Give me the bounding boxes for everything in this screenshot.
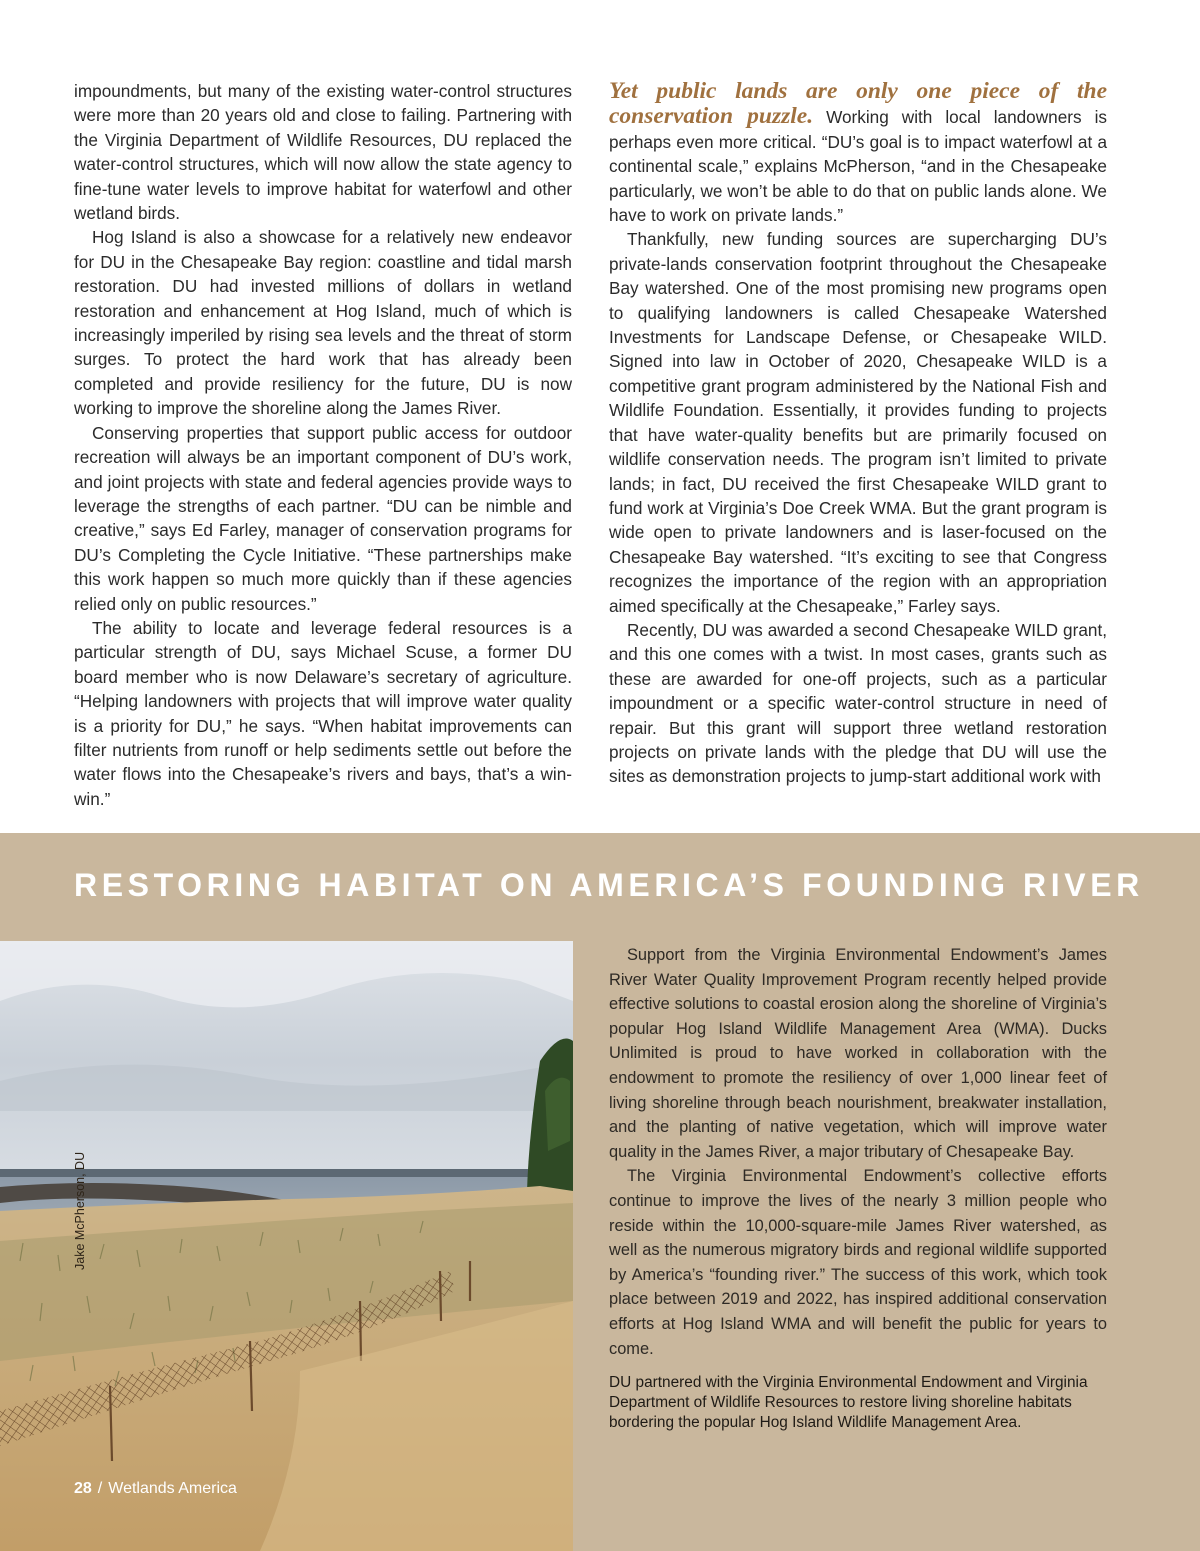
body-paragraph: Thankfully, new funding sources are supercharging DU’s private-lands conservation footprint throughout the Chesapeake Bay watershed. One of the most promising new programs open to qualifying landowners is called Chesapeake Watershed Investments for Landscape Defense, or Chesapeake WILD. Signed into law in October of 2020, Chesapeake WILD is a competitive grant program administered by the National Fish and Wildlife Foundation. Essentially, it provides funding to projects that have water-quality benefits but are primarily focused on wildlife conservation needs. The program isn’t limited to private lands; in fact, DU received the first Chesapeake WILD grant to fund work at Virginia’s Doe Creek WMA. But the grant program is wide open to private landowners and is laser-focused on the Chesapeake Bay watershed. “It’s exciting to see that Congress recognizes the importance of the region with an appropriation aimed specifically at the Chesapeake,” Farley says. [609, 229, 1107, 616]
lead-paragraph [609, 79, 1107, 227]
footer-separator: / [97, 1480, 103, 1497]
lead-rest: Working with local landowners is perhaps even more critical. “DU’s goal is to impact waterfowl at a continental scale,” explains McPherson, “and in the Chesapeake particularly, we won’t be able to do that on public lands alone. We have to work on private lands.” [609, 107, 1107, 226]
lead-in: Yet public lands are only one piece of the conservation puzzle. [609, 78, 1107, 130]
photo-caption: DU partnered with the Virginia Environmental Endowment and Virginia Department of Wildlife Resources to restore living shoreline habitats bordering the popular Hog Island Wildlife Management Area. [609, 1374, 1088, 1431]
right-column [609, 79, 1107, 789]
page-number: 28 [74, 1480, 92, 1497]
body-paragraph: The ability to locate and leverage federal resources is a particular strength of DU, says Michael Scuse, a former DU board member who is now Delaware’s secretary of agriculture. “Helping landowners with projects that will improve water quality is a priority for DU,” he says. “When habitat improvements can filter nutrients from runoff or help sediments settle out before the water flows into the Chesapeake’s rivers and bays, that’s a win-win.” [74, 617, 572, 809]
photo-credit: Jake McPherson, DU [73, 1151, 87, 1270]
body-paragraph: Recently, DU was awarded a second Chesapeake WILD grant, and this one comes with a twist. In most cases, grants such as these are awarded for one-off projects, such as a particular impoundment or a specific water-control structure in need of repair. But this grant will support three wetland restoration projects on private lands with the pledge that DU will use the sites as demonstration projects to jump-start additional work with [609, 619, 1107, 787]
body-paragraph: Hog Island is also a showcase for a relatively new endeavor for DU in the Chesapeake Bay region: coastline and tidal marsh restoration. DU had invested millions of dollars in wetland restoration and enhancement at Hog Island, much of which is increasingly imperiled by rising sea levels and the threat of storm surges. To protect the hard work that has already been completed and provide resiliency for the future, DU is now working to improve the shoreline along the James River. [74, 227, 572, 419]
body-paragraph: Conserving properties that support public access for outdoor recreation will always be an important component of DU’s work, and joint projects with state and federal agencies provide ways to leverage the strengths of each partner. “DU can be nimble and creative,” says Ed Farley, manager of conservation programs for DU’s Completing the Cycle Initiative. “These partnerships make this work happen so much more quickly than if these agencies relied only on public resources.” [74, 422, 572, 614]
sidebar-paragraph: Support from the Virginia Environmental Endowment’s James River Water Quality Improvement Program recently helped provide effective solutions to coastal erosion along the shoreline of Virginia’s popular Hog Island Wildlife Management Area (WMA). Ducks Unlimited is proud to have worked in collaboration with the endowment to promote the resiliency of over 1,000 linear feet of living shoreline through beach nourishment, breakwater installation, and the planting of native vegetation, which will improve water quality in the James River, a major tributary of Chesapeake Bay. [609, 946, 1107, 1161]
publication-name: Wetlands America [108, 1480, 237, 1497]
left-column [74, 79, 572, 811]
sidebar-text [609, 943, 1107, 1361]
body-paragraph: impoundments, but many of the existing water-control structures were more than 20 years old and close to failing. Partnering with the Virginia Department of Wildlife Resources, DU replaced the water-control structures, which will now allow the state agency to fine-tune water levels to improve habitat for waterfowl and other wetland birds. [74, 81, 572, 224]
sidebar-title: RESTORING HABITAT ON AMERICA’S FOUNDING RIVER [74, 867, 1144, 903]
sidebar-paragraph: The Virginia Environmental Endowment’s collective efforts continue to improve the lives of the nearly 3 million people who reside within the 10,000-square-mile James River watershed, as well as the numerous migratory birds and regional wildlife supported by America’s “founding river.” The success of this work, which took place between 2019 and 2022, has inspired additional conservation efforts at Hog Island WMA and will benefit the public for years to come. [609, 1167, 1107, 1358]
page-footer [74, 1480, 237, 1498]
